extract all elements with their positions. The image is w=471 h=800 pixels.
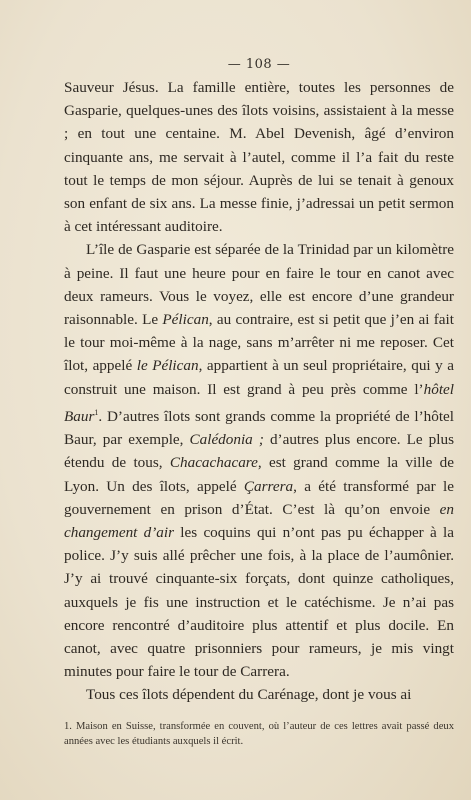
page-number: — 108 — xyxy=(227,57,291,72)
text-run: , au contraire, est si petit que j’en ai fait le tour moi-même à la nage, sans m’arrêter ni me reposer. Cet îlot, appelé xyxy=(64,311,454,375)
paragraph xyxy=(64,238,454,683)
italic-text: le Pélican xyxy=(136,357,199,375)
text-run: . D’autres îlots sont grands comme la propriété de l’hôtel Baur, par exemple, xyxy=(64,407,454,449)
footnote: 1. Maison en Suisse, transformée en couvent, où l’auteur de ces lettres avait passé deux années avec les étudiants auxquels il écrit. xyxy=(64,720,454,747)
paragraph xyxy=(64,683,454,706)
footnote-marker: 1 xyxy=(94,407,99,417)
italic-text: hôtel Baur xyxy=(64,380,454,425)
italic-text: Chacachacare xyxy=(169,454,258,472)
italic-text: Pélican xyxy=(162,311,209,329)
italic-text: Çarrera xyxy=(243,477,294,495)
text-run: Sauveur Jésus. La famille entière, toutes les personnes de Gasparie, quelques-unes des îlots voisins, assistaient à la messe ; en tout une centaine. M. Abel Devenish, âgé d’environ cinquante ans, me servait à l’autel, comme il l’a fait du reste tout le temps de mon séjour. Auprès de lui se tenait à genoux son enfant de six ans. La messe finie, j’adressai un petit sermon à cet intéressant auditoire. xyxy=(64,79,454,236)
text-run: Tous ces îlots dépendent du Carénage, dont je vous ai xyxy=(86,686,412,704)
body-text xyxy=(64,76,454,707)
text-run: , appartient à un seul propriétaire, qui y a construit une maison. Il est grand à peu près comme l’ xyxy=(64,357,454,398)
text-run: , a été transformé par le gouvernement en prison d’État. C’est là qu’on envoie xyxy=(64,477,454,518)
paragraph xyxy=(64,76,454,238)
italic-text: en changement d’air xyxy=(64,500,454,541)
text-run: L’île de Gasparie est séparée de la Trinidad par un kilomètre à peine. Il faut une heure pour en faire le tour en canot avec deux rameurs. Vous le voyez, elle est encore d’une grandeur raisonnable. Le xyxy=(64,241,454,329)
italic-text: Calédonia ; xyxy=(189,431,264,449)
text-run: les coquins qui n’ont pas pu échapper à la police. J’y suis allé prêcher une fois, à la place de l’aumônier. J’y ai trouvé cinquante-six forçats, dont quinze catholiques, auxquels je fis une instruction et le catéchisme. Je n’ai pas encore rencontré d’auditoire plus attentif et plus docile. En canot, avec quatre prisonniers pour rameurs, je mis vingt minutes pour faire le tour de Carrera. xyxy=(64,523,454,681)
text-run: d’autres plus encore. Le plus étendu de tous, xyxy=(64,431,454,472)
text-run: , est grand comme la ville de Lyon. Un des îlots, appelé xyxy=(64,454,454,495)
